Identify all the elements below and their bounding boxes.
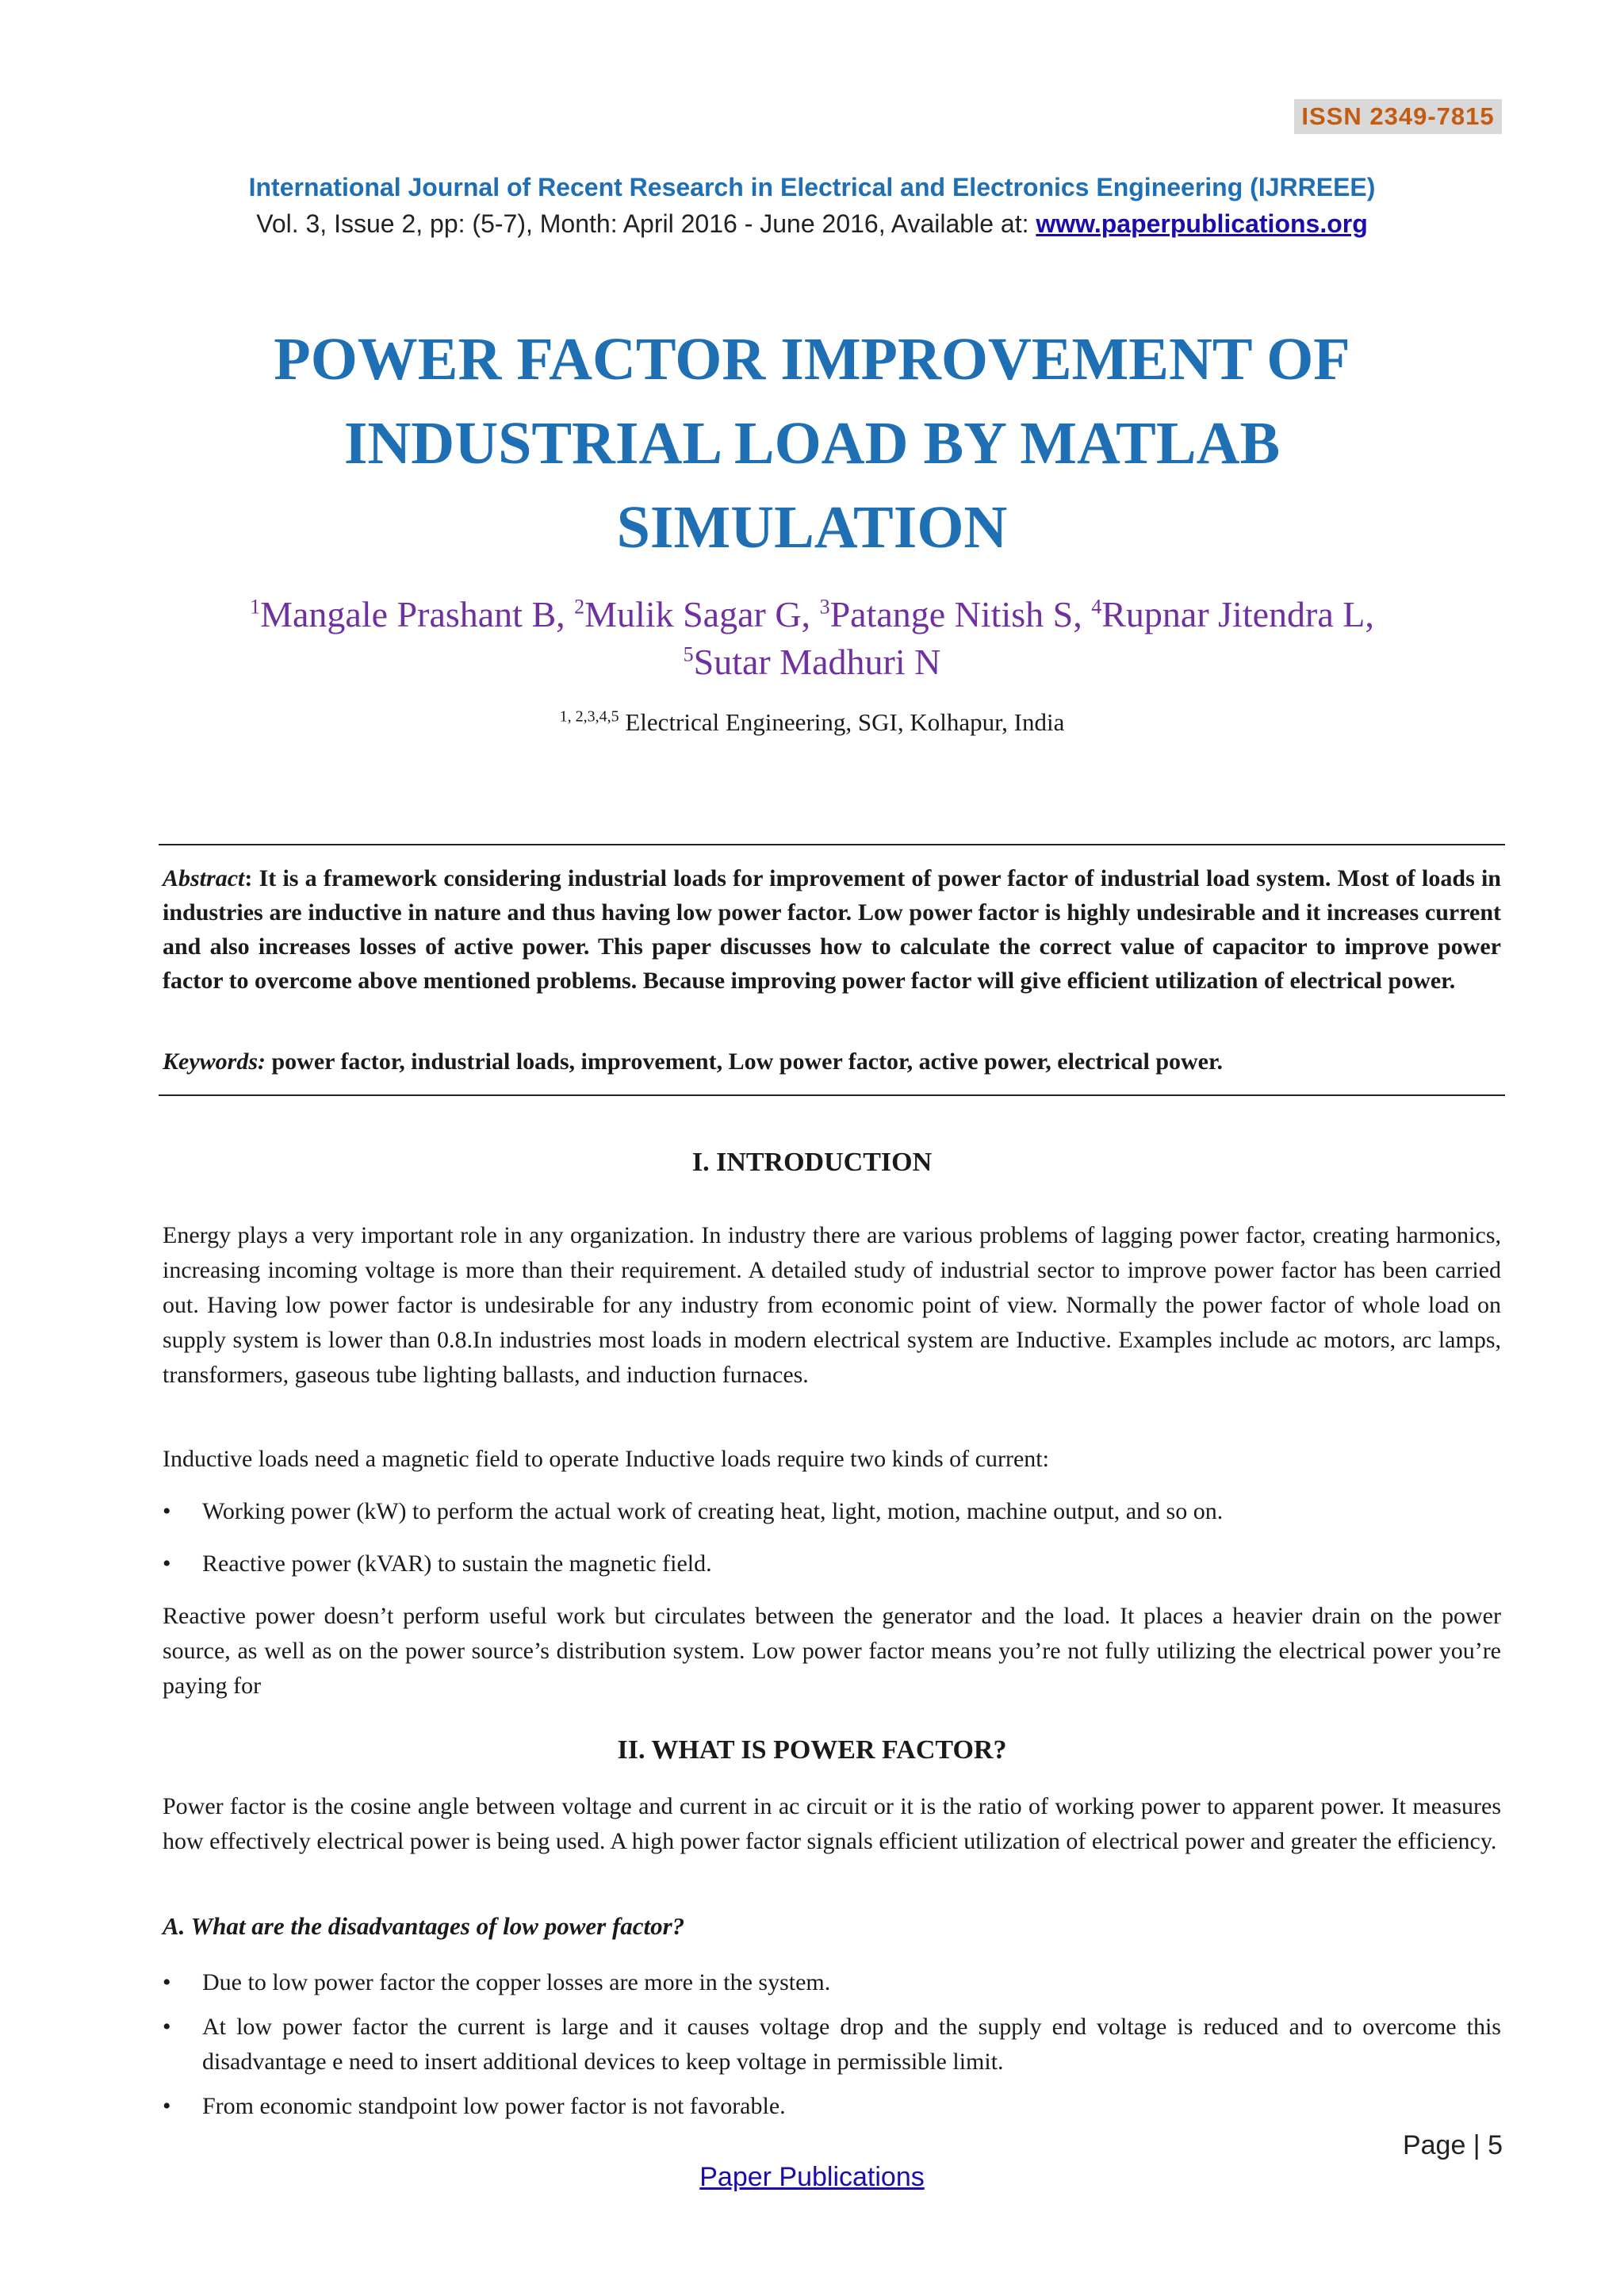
keywords [163,1048,1501,1075]
affiliation-text: Electrical Engineering, SGI, Kolhapur, India [619,708,1065,736]
section-heading-power-factor: II. WHAT IS POWER FACTOR? [617,1735,1007,1765]
affiliation [0,708,1624,737]
page-number: Page | 5 [1402,2130,1503,2160]
bullet-icon: • [163,1550,171,1577]
title-line: POWER FACTOR IMPROVEMENT OF [274,326,1350,393]
title-line: INDUSTRIAL LOAD BY MATLAB [343,410,1281,477]
list-item-text: Due to low power factor the copper losses are more in the system. [202,1969,831,1995]
abstract [163,861,1501,998]
author-index: 4 [1091,595,1102,619]
affiliation-index: 1, 2,3,4,5 [559,707,619,726]
bullet-icon: • [163,2014,171,2040]
subsection-heading: A. What are the disadvantages of low power factor? [163,1912,685,1940]
list-item-text: Reactive power (kVAR) to sustain the magnetic field. [202,1550,712,1577]
author-list [0,591,1624,686]
author-index: 1 [250,595,261,619]
bullet-icon: • [163,1498,171,1524]
publisher-link[interactable]: Paper Publications [699,2162,925,2192]
abstract-text: : It is a framework considering industrial loads for improvement of power factor of industrial load system. Most of loads in industries are inductive in nature and thus having low power factor. Low power factor is highly undesirable and it increases current and also increases losses of active power. This paper discusses how to calculate the correct value of capacitor to improve power factor to overcome above mentioned problems. Because improving power factor will give efficient utilization of electrical power. [163,865,1501,994]
section-heading-introduction: I. INTRODUCTION [691,1148,933,1177]
issn-badge: ISSN 2349-7815 [1294,99,1502,134]
intro-paragraph-3: Reactive power doesn’t perform useful work but circulates between the generator and the load. It places a heavier drain on the power source, as well as on the power source’s distribution system. Low power factor means you’re not fully utilizing the electrical power you’re paying for [163,1603,1501,1699]
author-name: Sutar Madhuri N [693,642,941,682]
author-line-2 [0,638,1624,686]
intro-paragraph-2: Inductive loads need a magnetic field to operate Inductive loads require two kinds of current: [163,1446,1049,1472]
list-item-text: At low power factor the current is large and it causes voltage drop and the supply end voltage is reduced and to overcome this disadvantage e need to insert additional devices to keep voltage in permissible limit. [202,2014,1501,2075]
keywords-label: Keywords: [163,1048,266,1075]
journal-info [0,209,1624,239]
author-name: Mangale Prashant B, [260,594,575,634]
bullet-icon: • [163,2093,171,2119]
divider-bottom [159,1094,1505,1096]
intro-paragraph-1: Energy plays a very important role in any organization. In industry there are various problems of lagging power factor, creating harmonics, increasing incoming voltage is more than their requirement. A detailed study of industrial sector to improve power factor has been carried out. Having low power factor is undesirable for any industry from economic point of view. Normally the power factor of whole load on supply system is lower than 0.8.In industries most loads in modern electrical system are Inductive. Examples include ac motors, arc lamps, transformers, gaseous tube lighting ballasts, and induction furnaces. [163,1222,1501,1388]
author-index: 3 [819,595,830,619]
author-name: Rupnar Jitendra L, [1101,594,1374,634]
journal-website-link[interactable]: www.paperpublications.org [1036,209,1368,238]
paper-title [159,317,1465,569]
list-item-text: Working power (kW) to perform the actual work of creating heat, light, motion, machine output, and so on. [202,1498,1224,1524]
author-index: 2 [574,595,585,619]
keywords-text: power factor, industrial loads, improvement, Low power factor, active power, electrical power. [266,1048,1224,1075]
title-line: SIMULATION [616,494,1008,561]
power-factor-paragraph: Power factor is the cosine angle between voltage and current in ac circuit or it is the ratio of working power to apparent power. It measures how effectively electrical power is being used. A high power factor signals efficient utilization of electrical power and greater the efficiency. [163,1793,1501,1854]
author-name: Mulik Sagar G, [584,594,820,634]
author-name: Patange Nitish S, [829,594,1092,634]
abstract-label: Abstract [163,865,245,891]
author-index: 5 [683,642,694,666]
journal-info-text: Vol. 3, Issue 2, pp: (5-7), Month: April 2016 - June 2016, Available at: [256,209,1036,238]
bullet-icon: • [163,1969,171,1995]
list-item-text: From economic standpoint low power factor is not favorable. [202,2093,786,2119]
divider-top [159,844,1505,845]
journal-name: International Journal of Recent Research in Electrical and Electronics Engineering (IJRREEE) [248,173,1376,201]
author-line-1 [0,591,1624,638]
